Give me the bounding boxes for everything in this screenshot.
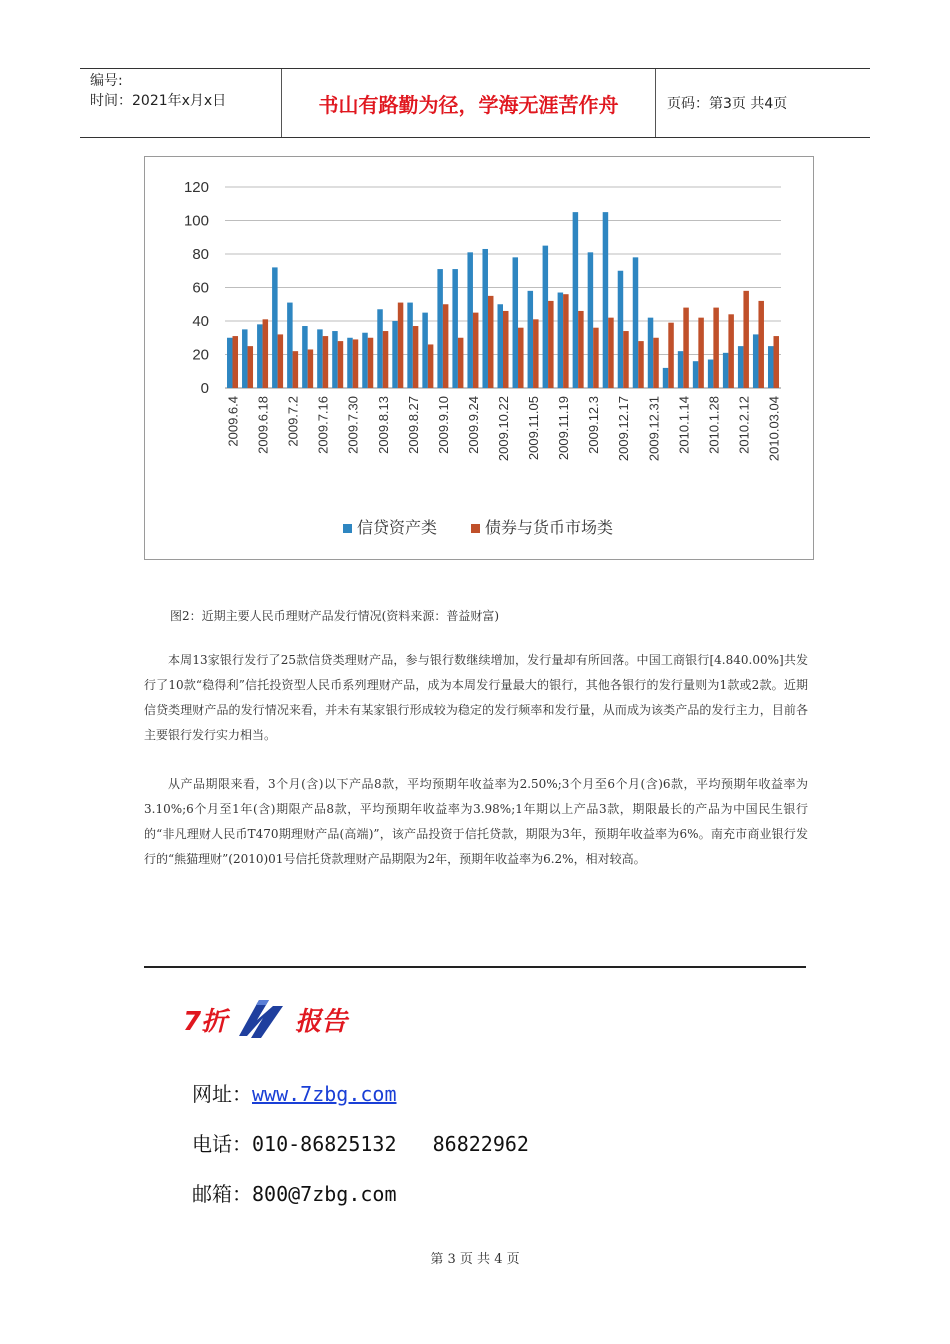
bar-credit <box>528 291 534 388</box>
bar-bond <box>308 349 314 388</box>
header-page-label: 页码：第3页 共4页 <box>667 96 788 112</box>
y-tick-label: 120 <box>183 179 209 196</box>
bar-credit <box>543 246 549 388</box>
bar-bond <box>233 336 239 388</box>
paragraph-2 <box>144 772 808 872</box>
bar-bond <box>533 319 539 388</box>
bar-bond <box>323 336 329 388</box>
bar-bond <box>683 308 689 388</box>
bar-bond <box>503 311 509 388</box>
paragraph-2-text: 从产品期限来看，3个月(含)以下产品8款，平均预期年收益率为2.50%;3个月至6个月(含)6款，平均预期年收益率为3.10%;6个月至1年(含)期限产品8款，平均预期年收益率为3.98%;1年期以上产品3款，期限最长的产品为中国民生银行的“非凡理财人民币T470期理财产品(高端)”，该产品投资于信托贷款，期限为3年，预期年收益率为6%。南充市商业银行发行的“熊猫理财”(2010)01号信托贷款理财产品期限为2年，预期年收益率为6.2%，相对较高。 <box>144 777 808 866</box>
bar-credit <box>302 326 308 388</box>
x-tick-label: 2009.6.4 <box>225 396 241 447</box>
bar-bond <box>383 331 389 388</box>
x-tick-label: 2009.11.19 <box>556 396 572 461</box>
contact-website <box>192 1078 397 1107</box>
bar-bond <box>698 318 704 388</box>
bar-bond <box>773 336 779 388</box>
y-tick-label: 80 <box>192 246 209 263</box>
bar-bond <box>413 326 419 388</box>
x-tick-label: 2010.1.28 <box>706 396 722 454</box>
figure-caption: 图2：近期主要人民币理财产品发行情况(资料来源：普益财富) <box>170 609 500 623</box>
x-tick-label: 2010.03.04 <box>766 396 782 462</box>
date-label: 时间：2021年x月x日 <box>90 93 227 109</box>
bar-credit <box>588 252 594 388</box>
x-tick-label: 2009.7.30 <box>345 396 361 454</box>
bar-credit <box>392 321 398 388</box>
bar-bond <box>488 296 494 388</box>
x-tick-label: 2010.1.14 <box>676 396 692 454</box>
website-link[interactable]: www.7zbg.com <box>252 1082 397 1106</box>
bar-credit <box>452 269 458 388</box>
bar-bond <box>668 323 674 388</box>
bar-bond <box>608 318 614 388</box>
bar-credit <box>513 257 519 388</box>
bar-credit <box>377 309 383 388</box>
legend-label: 债券与货币市场类 <box>485 518 614 537</box>
bar-credit <box>753 334 759 388</box>
y-tick-label: 60 <box>192 279 209 297</box>
bar-bond <box>743 291 749 388</box>
bar-credit <box>498 304 504 388</box>
y-tick-label: 20 <box>192 346 209 364</box>
bar-credit <box>558 293 564 388</box>
email-label: 邮箱： <box>192 1182 252 1206</box>
x-tick-label: 2009.8.13 <box>375 396 391 454</box>
y-tick-label: 40 <box>192 313 209 330</box>
bar-credit <box>482 249 488 388</box>
bar-bond <box>443 304 449 388</box>
x-tick-label: 2009.8.27 <box>405 396 421 454</box>
website-label: 网址： <box>192 1082 252 1106</box>
bar-credit <box>768 346 774 388</box>
logo-left-text: 7折 <box>183 1006 228 1037</box>
x-tick-label: 2009.12.17 <box>616 396 632 462</box>
legend-swatch <box>471 524 480 533</box>
divider <box>144 966 806 968</box>
bar-bond <box>428 344 434 388</box>
bar-credit <box>407 303 413 388</box>
x-tick-label: 2009.10.22 <box>496 396 511 462</box>
bar-credit <box>287 303 293 388</box>
bar-bond <box>758 301 764 388</box>
bar-bond <box>263 319 269 388</box>
zigzag-logo-icon <box>235 996 287 1042</box>
bar-credit <box>227 338 233 388</box>
bar-credit <box>618 271 624 388</box>
bar-credit <box>663 368 669 388</box>
bar-bond <box>638 341 644 388</box>
bar-bond <box>338 341 344 388</box>
contact-phone <box>192 1128 529 1157</box>
bar-bond <box>578 311 584 388</box>
legend-label: 信贷资产类 <box>357 518 438 537</box>
bar-credit <box>347 338 353 388</box>
bar-bond <box>458 338 464 388</box>
x-tick-label: 2009.9.10 <box>435 396 451 454</box>
x-tick-label: 2009.12.31 <box>646 396 662 462</box>
bar-bond <box>563 294 569 388</box>
bar-credit <box>437 269 443 388</box>
bar-credit <box>603 212 609 388</box>
paragraph-1 <box>144 648 808 748</box>
bar-credit <box>573 212 579 388</box>
page-footer: 第 3 页 共 4 页 <box>430 1252 520 1267</box>
bar-chart <box>144 156 814 560</box>
bar-credit <box>738 346 744 388</box>
x-tick-label: 2009.9.24 <box>465 396 481 454</box>
phone-value: 010-86825132 86822962 <box>252 1132 529 1156</box>
header-motto: 书山有路勤为径，学海无涯苦作舟 <box>282 69 656 137</box>
x-tick-label: 2010.2.12 <box>736 396 752 454</box>
contact-email <box>192 1178 397 1207</box>
bar-credit <box>332 331 338 388</box>
x-tick-label: 2009.12.3 <box>586 396 602 454</box>
legend-swatch <box>343 524 352 533</box>
bar-bond <box>653 338 659 388</box>
bar-credit <box>422 313 428 388</box>
bar-credit <box>257 324 263 388</box>
bar-bond <box>248 346 254 388</box>
header-meta <box>80 69 282 137</box>
y-tick-label: 100 <box>183 212 209 230</box>
y-tick-label: 0 <box>200 380 209 397</box>
serial-label: 编号: <box>90 73 123 89</box>
bar-credit <box>362 333 368 388</box>
bar-bond <box>623 331 629 388</box>
bar-bond <box>278 334 284 388</box>
bar-credit <box>708 360 714 388</box>
paragraph-1-text: 本周13家银行发行了25款信贷类理财产品，参与银行数继续增加，发行量却有所回落。中国工商银行[4.840.00%]共发行了10款“稳得利”信托投资型人民币系列理财产品，成为本周发行量最大的银行，其他各银行的发行量则为1款或2款。近期信贷类理财产品的发行情况来看，并未有某家银行形成较为稳定的发行频率和发行量，从而成为该类产品的发行主力，目前各主要银行发行实力相当。 <box>144 653 808 742</box>
x-tick-label: 2009.7.16 <box>315 396 331 454</box>
x-tick-label: 2009.6.18 <box>255 396 271 454</box>
bar-credit <box>467 252 473 388</box>
bar-credit <box>272 267 278 388</box>
document-header <box>80 68 870 138</box>
phone-label: 电话： <box>192 1132 252 1156</box>
x-tick-label: 2009.11.05 <box>526 396 542 461</box>
bar-bond <box>293 351 299 388</box>
bar-bond <box>473 313 479 388</box>
bar-credit <box>723 353 729 388</box>
bar-credit <box>242 329 248 388</box>
bar-credit <box>678 351 684 388</box>
x-tick-label: 2009.7.2 <box>285 396 301 447</box>
bar-credit <box>633 257 639 388</box>
bar-credit <box>317 329 323 388</box>
bar-credit <box>693 361 699 388</box>
company-logo <box>183 994 347 1044</box>
bar-bond <box>593 328 599 388</box>
chart-svg <box>145 157 813 559</box>
bar-credit <box>648 318 654 388</box>
email-value: 800@7zbg.com <box>252 1182 397 1206</box>
bar-bond <box>398 303 404 388</box>
bar-bond <box>518 328 524 388</box>
bar-bond <box>353 339 359 388</box>
logo-right-text: 报告 <box>295 1006 348 1037</box>
bar-bond <box>548 301 554 388</box>
bar-bond <box>713 308 719 388</box>
bar-bond <box>728 314 734 388</box>
bar-bond <box>368 338 374 388</box>
